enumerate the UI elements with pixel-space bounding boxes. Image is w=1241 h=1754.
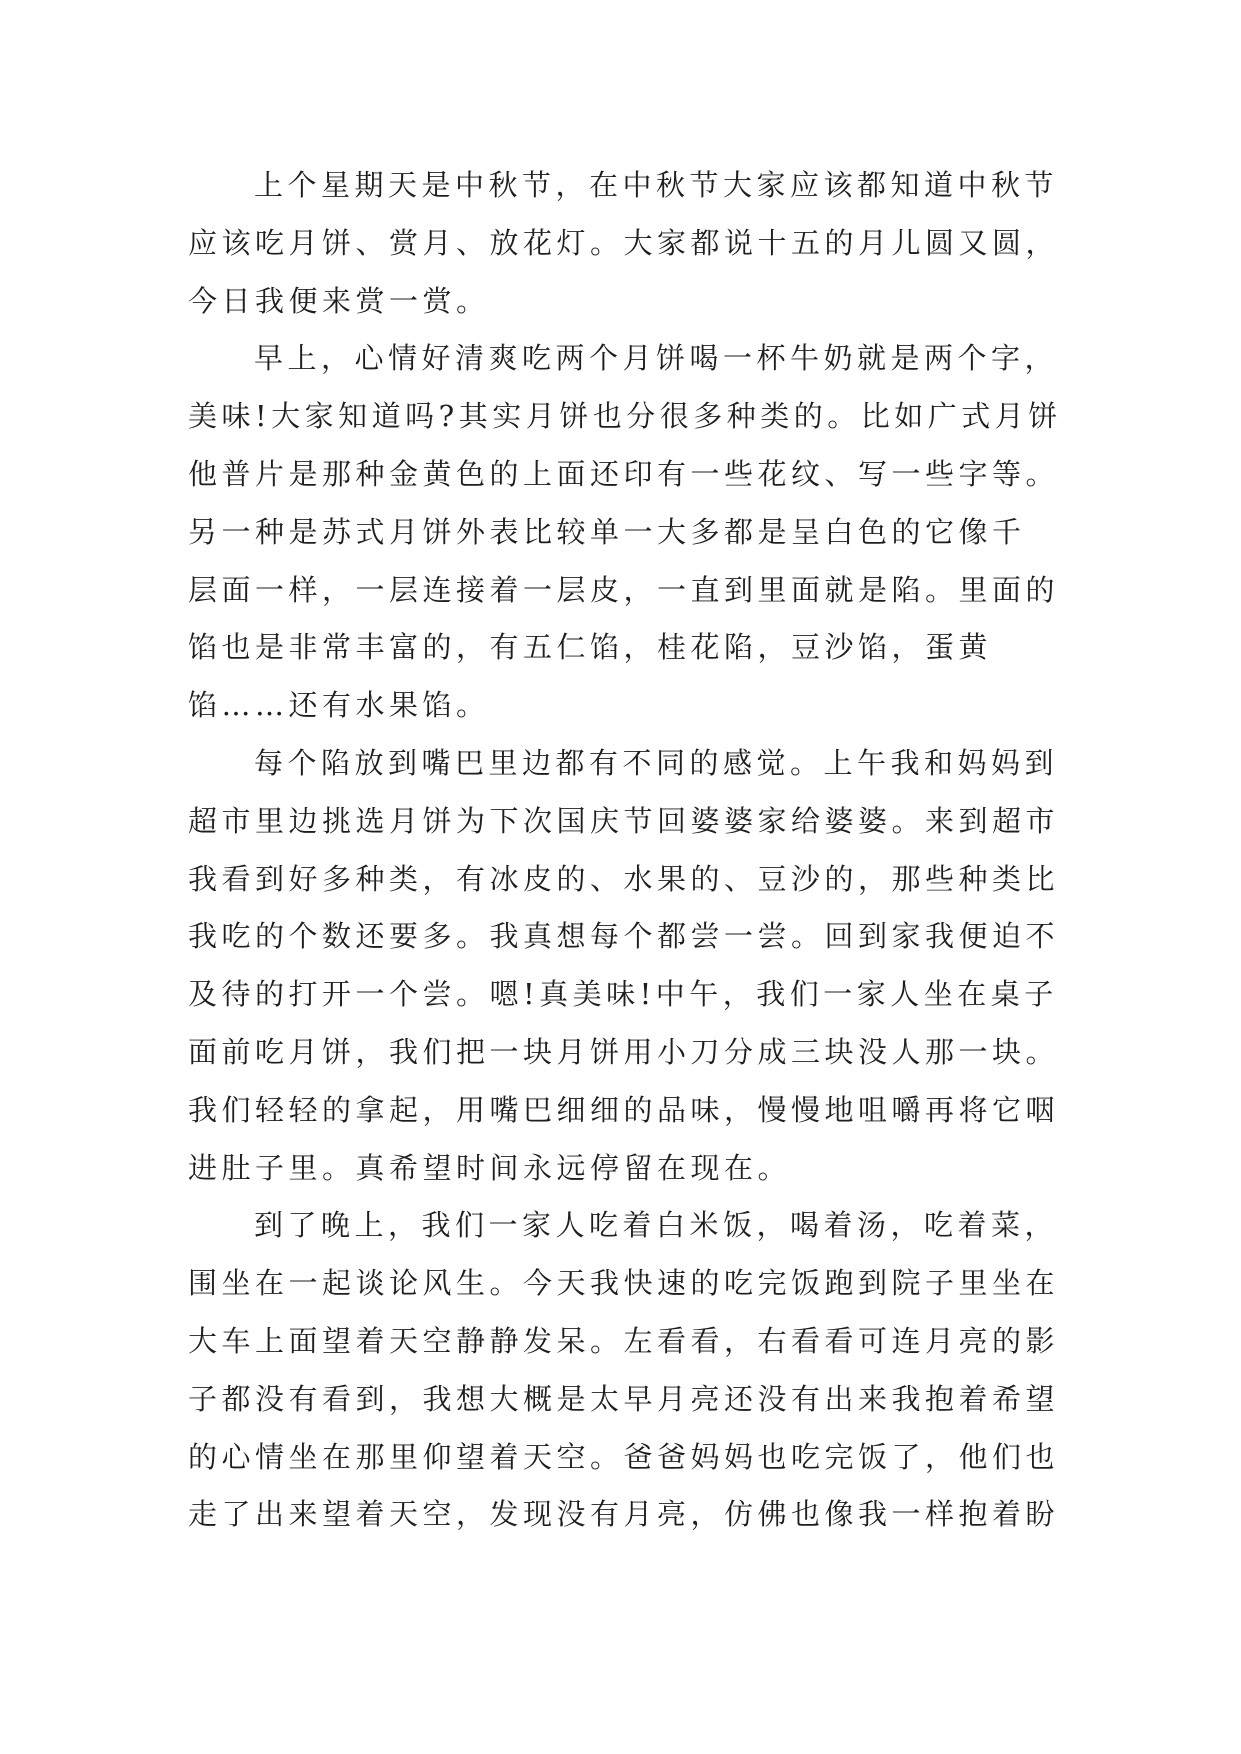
text-line: 上个星期天是中秋节，在中秋节大家应该都知道中秋节	[254, 168, 1059, 202]
text-line: 大车上面望着天空静静发呆。左看看，右看看可连月亮的影	[188, 1323, 1060, 1358]
text-line: 今日我便来赏一赏。	[188, 283, 490, 318]
text-line: 子都没有看到，我想大概是太早月亮还没有出来我抱着希望	[188, 1381, 1060, 1416]
text-line: 的心情坐在那里仰望着天空。爸爸妈妈也吃完饭了，他们也	[188, 1439, 1060, 1474]
paragraph-3	[188, 735, 1060, 1197]
text-line: 每个陷放到嘴巴里边都有不同的感觉。上午我和妈妈到	[254, 745, 1059, 780]
text-line: 围坐在一起谈论风生。今天我快速的吃完饭跑到院子里坐在	[188, 1266, 1060, 1301]
text-line: 及待的打开一个尝。嗯!真美味!中午，我们一家人坐在桌子	[188, 977, 1058, 1012]
text-line: 应该吃月饼、赏月、放花灯。大家都说十五的月儿圆又圆，	[188, 225, 1060, 260]
text-line: 馅……还有水果馅。	[188, 688, 490, 723]
text-line: 美味!大家知道吗?其实月饼也分很多种类的。比如广式月饼	[188, 399, 1062, 434]
text-line: 馅也是非常丰富的，有五仁馅，桂花陷，豆沙馅，蛋黄	[188, 630, 993, 665]
text-line: 面前吃月饼，我们把一块月饼用小刀分成三块没人那一块。	[188, 1034, 1060, 1069]
text-line: 他普片是那种金黄色的上面还印有一些花纹、写一些字等。	[188, 456, 1060, 491]
text-line: 进肚子里。真希望时间永远停留在现在。	[188, 1150, 792, 1185]
text-line: 早上，心情好清爽吃两个月饼喝一杯牛奶就是两个字，	[254, 341, 1059, 376]
text-line: 我吃的个数还要多。我真想每个都尝一尝。回到家我便迫不	[188, 919, 1060, 954]
paragraph-1	[188, 157, 1060, 330]
text-line: 我看到好多种类，有冰皮的、水果的、豆沙的，那些种类比	[188, 861, 1060, 896]
text-line: 到了晚上，我们一家人吃着白米饭，喝着汤，吃着菜，	[254, 1208, 1059, 1243]
text-line: 超市里边挑选月饼为下次国庆节回婆婆家给婆婆。来到超市	[188, 803, 1060, 838]
text-line: 我们轻轻的拿起，用嘴巴细细的品味，慢慢地咀嚼再将它咽	[188, 1092, 1060, 1127]
text-line: 另一种是苏式月饼外表比较单一大多都是呈白色的它像千	[188, 514, 1026, 549]
document-body	[188, 157, 1060, 1544]
paragraph-2	[188, 330, 1060, 735]
paragraph-4	[188, 1197, 1060, 1544]
text-line: 走了出来望着天空，发现没有月亮，仿佛也像我一样抱着盼	[188, 1497, 1060, 1532]
text-line: 层面一样，一层连接着一层皮，一直到里面就是陷。里面的	[188, 572, 1060, 607]
